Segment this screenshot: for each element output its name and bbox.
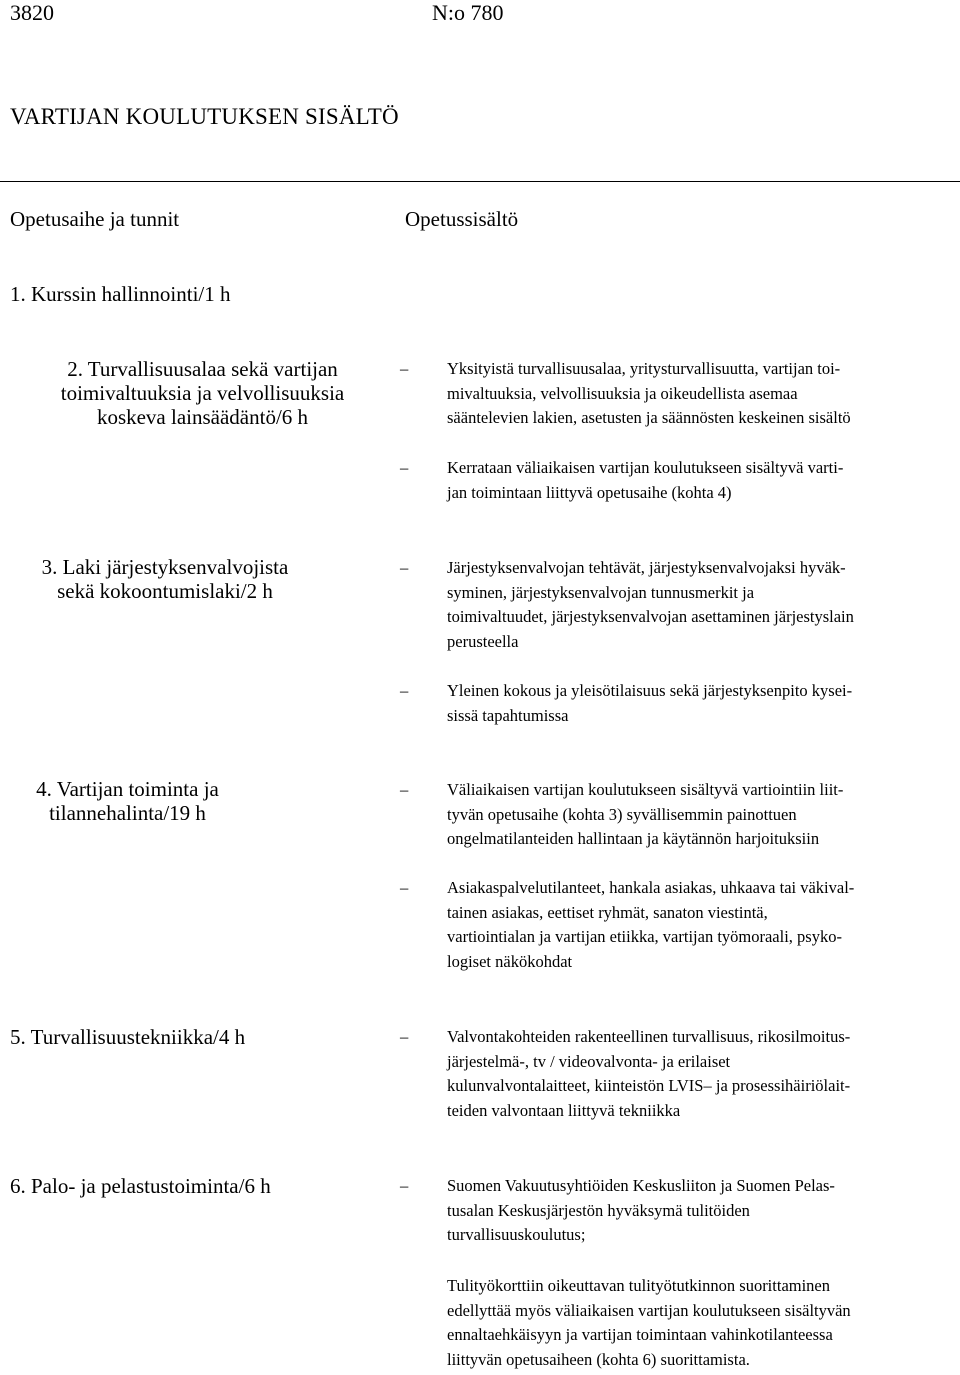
dash-bullet: – <box>400 558 409 577</box>
content-line: Tulityökorttiin oikeuttavan tulityötutkinnon suorittaminen <box>447 1276 831 1295</box>
topic-6: 6. Palo- ja pelastustoiminta/6 h <box>10 1174 271 1198</box>
topic-4-line: 4. Vartijan toiminta ja <box>36 777 219 801</box>
content-line: Suomen Vakuutusyhtiöiden Keskusliiton ja Suomen Pelas- <box>447 1176 835 1195</box>
topic-3 <box>10 555 320 603</box>
topic-4 <box>10 777 245 825</box>
content-line: mivaltuuksia, velvollisuuksia ja oikeudellista asemaa <box>447 383 798 403</box>
content-line: Kerrataan väliaikaisen vartijan koulutukseen sisältyvä varti- <box>447 458 844 477</box>
content-line: jan toimintaan liittyvä opetusaihe (kohta 4) <box>447 482 732 502</box>
issue-number: N:o 780 <box>432 0 504 25</box>
content-line: liittyvän opetusaiheen (kohta 6) suorittamista. <box>447 1349 750 1369</box>
dash-bullet: – <box>400 458 409 477</box>
topic-2-line: koskeva lainsäädäntö/6 h <box>96 405 309 429</box>
content-line: kulunvalvontalaitteet, kiinteistön LVIS– ja prosessihäiriölait- <box>447 1076 851 1095</box>
content-line: ennaltaehkäisyyn ja vartijan toimintaan vahinkotilanteessa <box>447 1325 833 1344</box>
content-line: Järjestyksenvalvojan tehtävät, järjestyksenvalvojaksi hyväk- <box>447 558 846 577</box>
content-line: Yleinen kokous ja yleisötilaisuus sekä järjestyksenpito kysei- <box>447 681 853 700</box>
dash-bullet: – <box>400 780 409 799</box>
topic-3-line: sekä kokoontumislaki/2 h <box>57 579 273 603</box>
content-line: tainen asiakas, eettiset ryhmät, sanaton viestintä, <box>447 902 768 922</box>
dash-bullet: – <box>400 681 409 700</box>
content-line: järjestelmä-, tv / videovalvonta- ja erilaiset <box>447 1051 731 1071</box>
content-line: turvallisuuskoulutus; <box>447 1225 586 1244</box>
content-line: toimivaltuudet, järjestyksenvalvojan asettaminen järjestyslain <box>447 607 854 626</box>
content-line: syminen, järjestyksenvalvojan tunnusmerkit ja <box>447 582 755 602</box>
topic-2-line: toimivaltuuksia ja velvollisuuksia <box>60 381 345 405</box>
dash-bullet: – <box>400 878 409 897</box>
content-line: teiden valvontaan liittyvä tekniikka <box>447 1100 681 1120</box>
content-line: vartiointialan ja vartijan etiikka, vartijan työmoraali, psyko- <box>447 927 842 946</box>
content-line: Yksityistä turvallisuusalaa, yritysturvallisuutta, vartijan toi- <box>447 359 841 378</box>
topic-4-line: tilannehalinta/19 h <box>49 801 206 825</box>
page-number: 3820 <box>10 0 54 25</box>
content-line: perusteella <box>447 631 519 651</box>
topic-2 <box>10 357 395 429</box>
topic-2-line: 2. Turvallisuusalaa sekä vartijan <box>67 357 338 381</box>
content-line: Valvontakohteiden rakenteellinen turvallisuus, rikosilmoitus- <box>447 1027 851 1046</box>
content-line: logiset näkökohdat <box>447 951 573 971</box>
content-line: Väliaikaisen vartijan koulutukseen sisältyvä vartiointiin liit- <box>447 780 844 799</box>
content-line: tyvän opetusaihe (kohta 3) syvällisemmin painottuen <box>447 804 797 824</box>
content-line: ongelmatilanteiden hallintaan ja käytännön harjoituksiin <box>447 829 820 848</box>
topic-3-line: 3. Laki järjestyksenvalvojista <box>41 555 289 579</box>
dash-bullet: – <box>400 1027 409 1046</box>
content-line: edellyttää myös väliaikaisen vartijan koulutukseen sisältyvän <box>447 1300 851 1320</box>
header-rule <box>0 181 960 182</box>
content-line: tusalan Keskusjärjestön hyväksymä tulitöiden <box>447 1200 750 1220</box>
dash-bullet: – <box>400 359 409 378</box>
column-header-topic: Opetusaihe ja tunnit <box>10 207 180 231</box>
topic-1: 1. Kurssin hallinnointi/1 h <box>10 282 231 306</box>
content-line: sääntelevien lakien, asetusten ja säännösten keskeinen sisältö <box>447 408 851 427</box>
content-line: sissä tapahtumissa <box>447 705 569 725</box>
dash-bullet: – <box>400 1176 409 1195</box>
document-title: VARTIJAN KOULUTUKSEN SISÄLTÖ <box>10 104 399 129</box>
topic-5: 5. Turvallisuustekniikka/4 h <box>10 1025 246 1049</box>
column-header-content: Opetussisältö <box>405 207 519 231</box>
content-line: Asiakaspalvelutilanteet, hankala asiakas, uhkaava tai väkival- <box>447 878 855 897</box>
